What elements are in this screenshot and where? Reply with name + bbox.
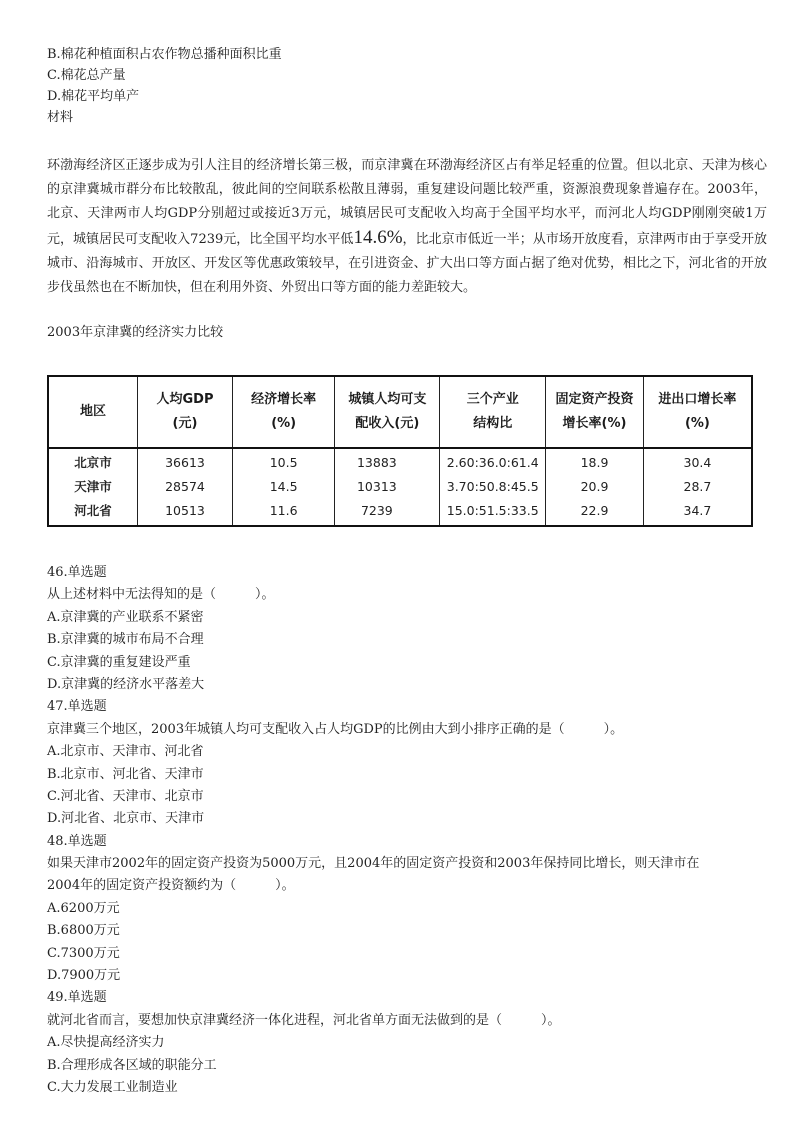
cell-income: 13883: [335, 448, 440, 475]
cell-growth: 11.6: [232, 499, 335, 526]
option-a: A.京津冀的产业联系不紧密: [47, 609, 204, 625]
cell-region: 河北省: [48, 499, 138, 526]
question-number: 49.单选题: [47, 990, 107, 1006]
material-passage: [47, 154, 767, 300]
option-a: A.尽快提高经济实力: [47, 1035, 165, 1051]
question-stem-continued: 2004年的固定资产投资额约为（ ）。: [47, 878, 295, 894]
question-48: [47, 831, 767, 988]
option-d: D.棉花平均单产: [47, 89, 140, 104]
cell-investment: 22.9: [546, 499, 644, 526]
option-d: D.京津冀的经济水平落差大: [47, 676, 205, 692]
cell-structure: 3.70:50.8:45.5: [440, 475, 546, 499]
table-row: [48, 448, 752, 475]
question-47: [47, 696, 767, 830]
cell-trade: 30.4: [643, 448, 752, 475]
question-number: 47.单选题: [47, 699, 107, 715]
cell-growth: 10.5: [232, 448, 335, 475]
table-caption: 2003年京津冀的经济实力比较: [47, 325, 224, 340]
option-b: B.京津冀的城市布局不合理: [47, 632, 204, 648]
passage-part-1: 环渤海经济区正逐步成为引人注目的经济增长第三极，而京津冀在环渤海经济区占有举足轻重的位置。但以北京、天津为核心的京津冀城市群分布比较散乱，彼此间的空间联系松散且薄弱，重复建设问题比较严重，资源浪费现象普遍存在。2003年，北京、天津两市人均GDP分别超过或接近3万元，城镇居民可支配收入均高于全国平均水平，而河北人均GDP刚刚突破1万元，城镇居民可支配收入7239元，比全国平均水平低: [47, 158, 767, 247]
economic-comparison-table: [47, 375, 753, 527]
question-49: [47, 987, 767, 1099]
table-header-row: [48, 376, 752, 448]
question-number: 48.单选题: [47, 833, 107, 849]
option-b: B.合理形成各区域的职能分工: [47, 1057, 217, 1073]
cell-region: 北京市: [48, 448, 138, 475]
header-growth-rate: 经济增长率 (%): [232, 376, 335, 448]
cell-investment: 20.9: [546, 475, 644, 499]
header-industry-structure: 三个产业 结构比: [440, 376, 546, 448]
question-stem: 就河北省而言，要想加快京津冀经济一体化进程，河北省单方面无法做到的是（ ）。: [47, 1012, 561, 1028]
header-gdp-per-capita: 人均GDP (元): [138, 376, 233, 448]
cell-structure: 2.60:36.0:61.4: [440, 448, 546, 475]
cell-income: 7239: [335, 499, 440, 526]
cell-gdp: 36613: [138, 448, 233, 475]
header-region: 地区: [48, 376, 138, 448]
previous-question-options: [47, 44, 767, 128]
option-d: D.河北省、北京市、天津市: [47, 811, 205, 827]
option-b: B.棉花种植面积占农作物总播种面积比重: [47, 47, 282, 62]
document-page: [47, 44, 767, 1099]
cell-structure: 15.0:51.5:33.5: [440, 499, 546, 526]
passage-part-2: ，比北京市低近一半；从市场开放度看，京津两市由于享受开放城市、沿海城市、开放区、开发区等优惠政策较早，在引进资金、扩大出口等方面占据了绝对优势，相比之下，河北省的开放步伐虽然也在不断加快，但在利用外资、外贸出口等方面的能力差距较大。: [47, 232, 767, 295]
cell-region: 天津市: [48, 475, 138, 499]
cell-trade: 28.7: [643, 475, 752, 499]
question-stem: 京津冀三个地区，2003年城镇人均可支配收入占人均GDP的比例由大到小排序正确的是（ ）。: [47, 721, 624, 737]
question-46: [47, 562, 767, 696]
option-b: B.北京市、河北省、天津市: [47, 766, 204, 782]
header-trade-growth: 进出口增长率 (%): [643, 376, 752, 448]
question-stem: 如果天津市2002年的固定资产投资为5000万元，且2004年的固定资产投资和2003年保持同比增长，则天津市在: [47, 856, 700, 872]
header-fixed-investment-growth: 固定资产投资 增长率(%): [546, 376, 644, 448]
cell-gdp: 10513: [138, 499, 233, 526]
option-c: C.京津冀的重复建设严重: [47, 654, 191, 670]
option-b: B.6800万元: [47, 923, 120, 939]
option-c: C.河北省、天津市、北京市: [47, 788, 204, 804]
question-number: 46.单选题: [47, 565, 107, 580]
cell-investment: 18.9: [546, 448, 644, 475]
option-a: A.北京市、天津市、河北省: [47, 744, 204, 760]
cell-growth: 14.5: [232, 475, 335, 499]
material-label: 材料: [47, 110, 74, 125]
option-c: C.棉花总产量: [47, 68, 126, 83]
cell-trade: 34.7: [643, 499, 752, 526]
option-c: C.大力发展工业制造业: [47, 1079, 178, 1095]
question-list: [47, 562, 767, 1099]
table-row: [48, 499, 752, 526]
table-row: [48, 475, 752, 499]
passage-highlight-value: 14.6%: [353, 227, 403, 248]
option-a: A.6200万元: [47, 900, 120, 916]
cell-gdp: 28574: [138, 475, 233, 499]
option-d: D.7900万元: [47, 968, 121, 984]
question-stem: 从上述材料中无法得知的是（ ）。: [47, 587, 275, 603]
cell-income: 10313: [335, 475, 440, 499]
header-disposable-income: 城镇人均可支 配收入(元): [335, 376, 440, 448]
option-c: C.7300万元: [47, 945, 120, 961]
